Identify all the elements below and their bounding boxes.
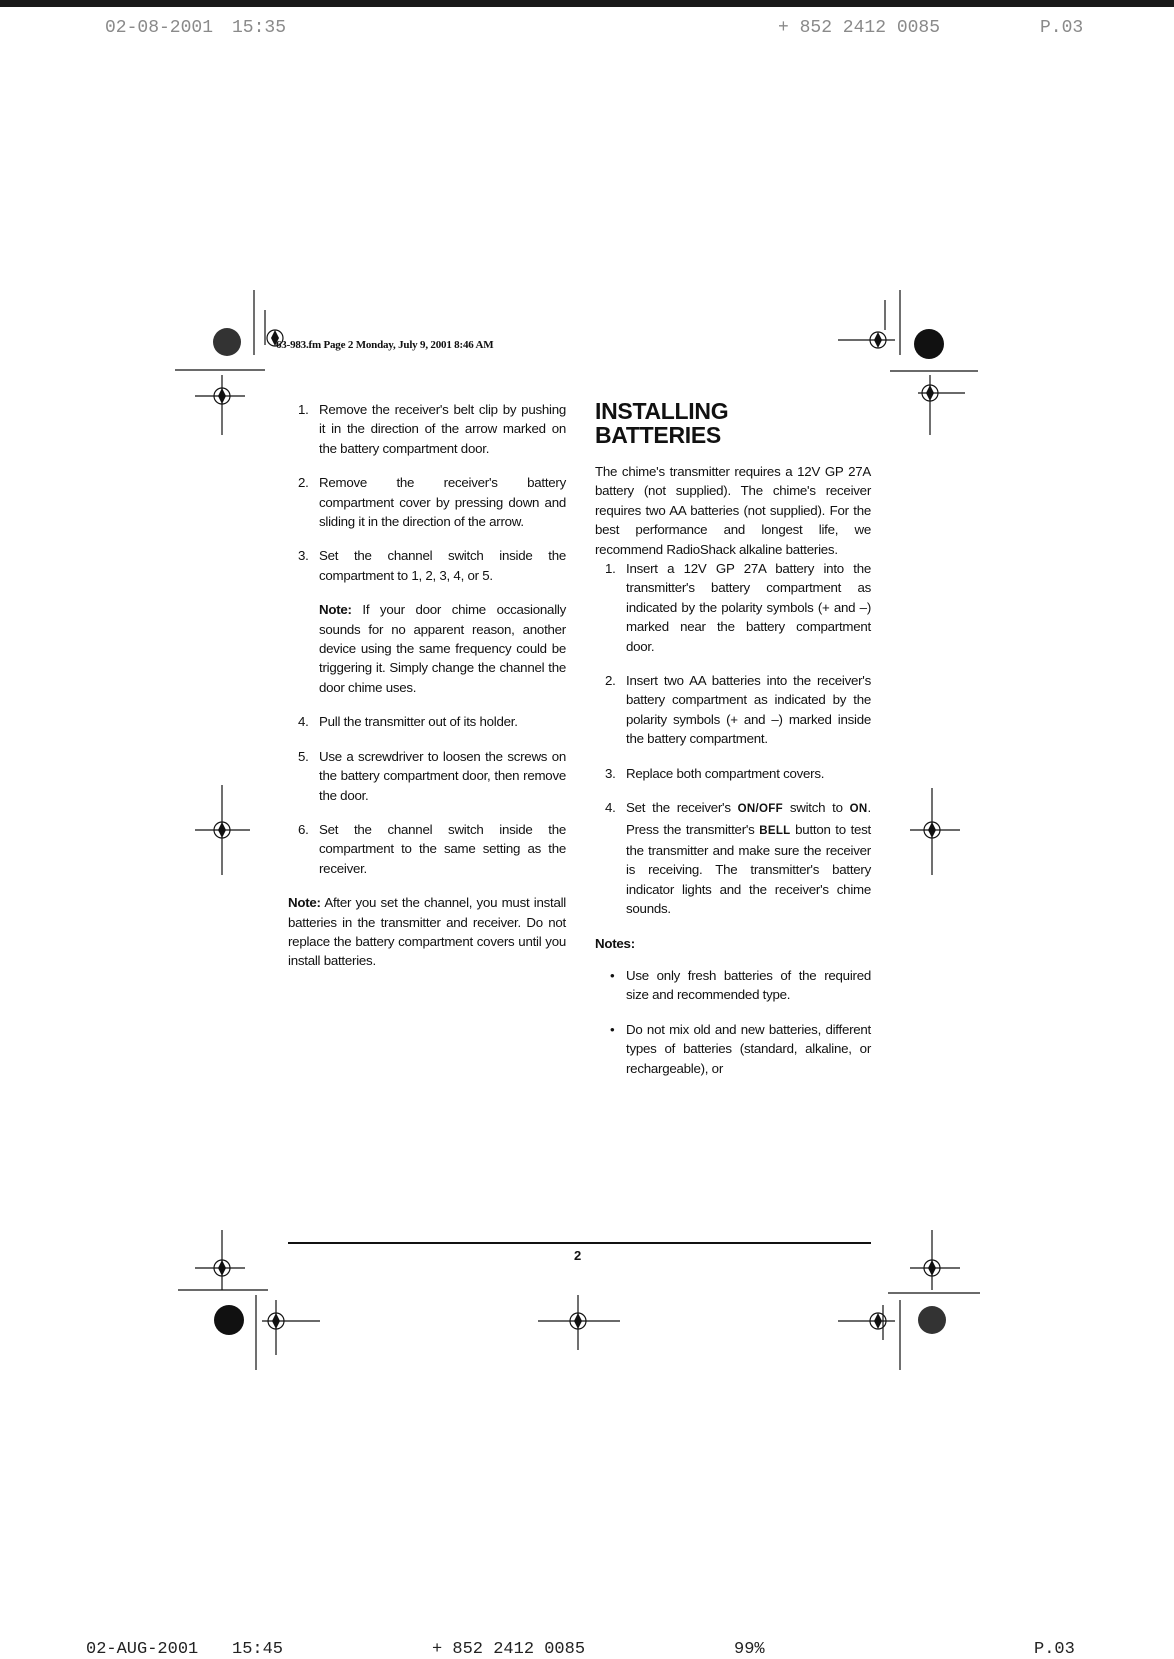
list-item: [288, 546, 566, 697]
step-number: 2.: [298, 475, 309, 491]
list-item: [595, 798, 871, 918]
list-item: [595, 966, 871, 1005]
on-label: ON: [849, 803, 868, 816]
fax-footer-time: 15:45: [232, 1640, 284, 1659]
step-text: Pull the transmitter out of its holder.: [319, 714, 518, 730]
list-item: [595, 559, 871, 656]
notes-heading: Notes:: [595, 935, 635, 951]
fax-footer-phone: + 852 2412 0085: [432, 1640, 586, 1659]
step-text: Set the channel switch inside the compartment to the same setting as the receiver.: [319, 821, 566, 876]
step-number: 4.: [298, 714, 309, 730]
channel-steps-list: [288, 400, 566, 878]
list-item: [288, 747, 566, 805]
section-title-line-2: BATTERIES: [595, 422, 721, 448]
print-stamp: 63-983.fm Page 2 Monday, July 9, 2001 8:46 AM: [276, 339, 494, 351]
registration-dot-top-right: [914, 329, 944, 359]
step-number: 3.: [298, 548, 309, 564]
fax-header-page: P.03: [1040, 18, 1084, 38]
battery-steps-list: [595, 559, 871, 919]
step-text: Replace both compartment covers.: [626, 765, 825, 781]
step-text-part: . Press the transmitter's: [626, 800, 871, 837]
fax-footer-page: P.03: [1034, 1640, 1075, 1659]
section-title: [595, 399, 871, 447]
notes-list: [595, 966, 871, 1078]
section-title-line-1: INSTALLING: [595, 398, 729, 424]
list-item: [288, 820, 566, 878]
step-number: 5.: [298, 748, 309, 764]
note-bullet-text: Do not mix old and new batteries, different types of batteries (standard, alkaline, or rechargeable), or: [626, 1021, 871, 1076]
bell-button-label: BELL: [759, 824, 791, 837]
fax-footer-date: 02-AUG-2001: [86, 1640, 199, 1659]
fax-footer-percent: 99%: [734, 1640, 765, 1659]
bullet-icon: •: [610, 1021, 615, 1037]
step-number: 4.: [605, 800, 616, 816]
right-column: [595, 399, 871, 1093]
step-text: Use a screwdriver to loosen the screws on the battery compartment door, then remove the door.: [319, 748, 566, 803]
registration-dot-bottom-left: [214, 1305, 244, 1335]
note-bullet-text: Use only fresh batteries of the required size and recommended type.: [626, 967, 871, 1003]
note-label: Note:: [288, 895, 321, 911]
step-number: 6.: [298, 821, 309, 837]
step-number: 3.: [605, 765, 616, 781]
list-item: [288, 400, 566, 458]
step-text: Remove the receiver's battery compartment cover by pressing down and sliding it in the direction of the arrow.: [319, 475, 566, 530]
footer-rule: [288, 1242, 871, 1244]
step-text: Insert a 12V GP 27A battery into the transmitter's battery compartment as indicated by the polarity symbols (+ and –) marked near the battery compartment door.: [626, 561, 871, 654]
step-text: Set the channel switch inside the compartment to 1, 2, 3, 4, or 5.: [319, 548, 566, 583]
note-label: Note:: [319, 602, 352, 618]
page-number: 2: [574, 1248, 582, 1263]
on-off-switch-label: ON/OFF: [737, 803, 783, 816]
list-item: [595, 671, 871, 749]
step-text: Insert two AA batteries into the receiver's battery compartment as indicated by the polarity symbols (+ and –) marked inside the battery compartment.: [626, 673, 871, 747]
note-text: After you set the channel, you must install batteries in the transmitter and receiver. Do not replace the battery compartment covers until you install batteries.: [288, 895, 566, 969]
step-number: 1.: [605, 561, 616, 577]
left-column: [288, 400, 566, 971]
step-text-part: switch to: [782, 800, 850, 816]
fax-header-date: 02-08-2001: [105, 18, 214, 38]
note-text: If your door chime occasionally sounds for no apparent reason, another device using the same frequency could be triggering it. Simply change the channel the door chime uses.: [319, 602, 566, 695]
fax-header-phone: + 852 2412 0085: [778, 18, 941, 38]
bullet-icon: •: [610, 967, 615, 983]
list-item: [288, 712, 566, 731]
step-text-part: button to test the transmitter and make sure the receiver is receiving. The transmitter's battery indicator lights and the receiver's chime sounds.: [626, 821, 872, 917]
step-number: 1.: [298, 402, 309, 417]
step-note: [319, 600, 566, 697]
list-item: [595, 764, 871, 783]
step-text: Remove the receiver's belt clip by pushing it in the direction of the arrow marked on the battery compartment door.: [319, 402, 566, 456]
step-text: [626, 798, 871, 918]
fax-header-time: 15:35: [232, 18, 287, 38]
intro-paragraph: The chime's transmitter requires a 12V GP 27A battery (not supplied). The chime's receiver requires two AA batteries (not supplied). For the best performance and longest life, we recommend RadioShack alkaline batteries.: [595, 464, 871, 557]
registration-dot-top-left: [213, 328, 241, 356]
channel-note: [288, 893, 566, 971]
step-number: 2.: [605, 673, 616, 689]
list-item: [595, 1020, 871, 1078]
registration-dot-bottom-right: [918, 1306, 946, 1334]
step-text-part: Set the receiver's: [626, 800, 738, 816]
list-item: [288, 473, 566, 531]
